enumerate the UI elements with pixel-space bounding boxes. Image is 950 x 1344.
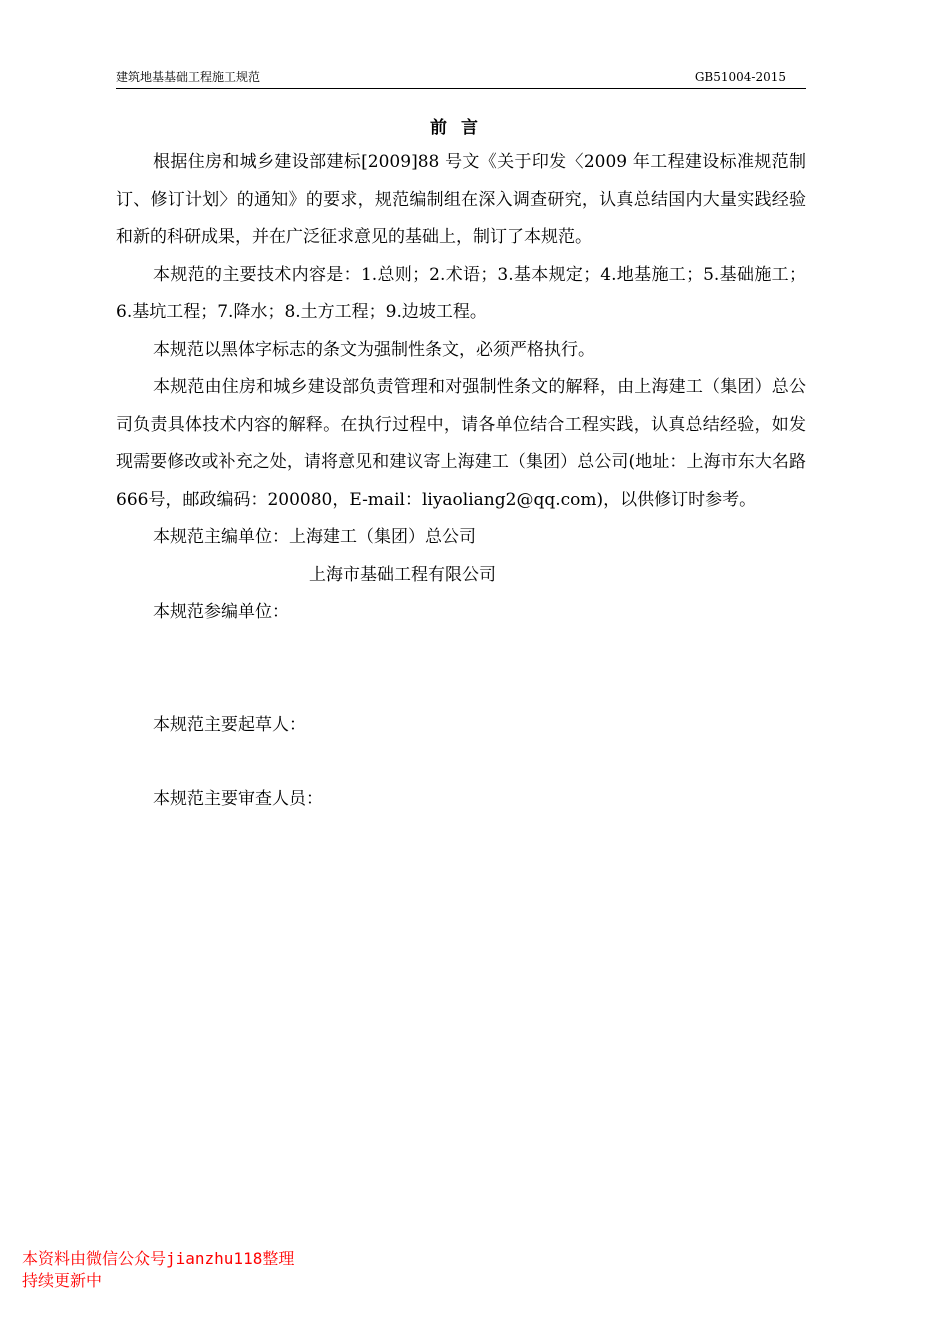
document-body <box>116 144 806 819</box>
participating-units-label: 本规范参编单位： <box>153 602 289 622</box>
page-title: 前言 <box>430 118 492 138</box>
paragraph-management: 本规范由住房和城乡建设部负责管理和对强制性条文的解释，由上海建工（集团）总公司负责具体技术内容的解释。在执行过程中，请各单位结合工程实践，认真总结经验，如发现需要修改或补充之处，请将意见和建议寄上海建工（集团）总公司(地址：上海市东大名路666号，邮政编码：200080，E-mail：liyaoliang2@qq.com)，以供修订时参考。 <box>116 377 806 510</box>
reviewers-label: 本规范主要审查人员： <box>153 789 323 809</box>
paragraph-contents: 本规范的主要技术内容是：1.总则；2.术语；3.基本规定；4.地基施工；5.基础施工；6.基坑工程；7.降水；8.土方工程；9.边坡工程。 <box>116 264 806 322</box>
watermark-line-2: 持续更新中 <box>22 1271 103 1290</box>
page-header <box>116 68 806 89</box>
watermark-line-1: 本资料由微信公众号jianzhu118整理 <box>22 1249 295 1268</box>
header-standard-code: GB51004-2015 <box>694 70 786 84</box>
paragraph-background: 根据住房和城乡建设部建标[2009]88 号文《关于印发〈2009 年工程建设标准规范制订、修订计划〉的通知》的要求，规范编制组在深入调查研究，认真总结国内大量实践经验和新的科研成果，并在广泛征求意见的基础上，制订了本规范。 <box>116 152 806 247</box>
drafters-label: 本规范主要起草人： <box>153 714 306 735</box>
spacer <box>116 632 806 707</box>
chief-editor-unit: 本规范主编单位：上海建工（集团）总公司 <box>153 527 476 547</box>
paragraph-mandatory: 本规范以黑体字标志的条文为强制性条文，必须严格执行。 <box>153 339 595 360</box>
watermark-note <box>22 1248 294 1292</box>
chief-editor-unit-second: 上海市基础工程有限公司 <box>309 564 496 585</box>
header-document-title: 建筑地基基础工程施工规范 <box>116 70 261 84</box>
spacer <box>116 744 806 781</box>
